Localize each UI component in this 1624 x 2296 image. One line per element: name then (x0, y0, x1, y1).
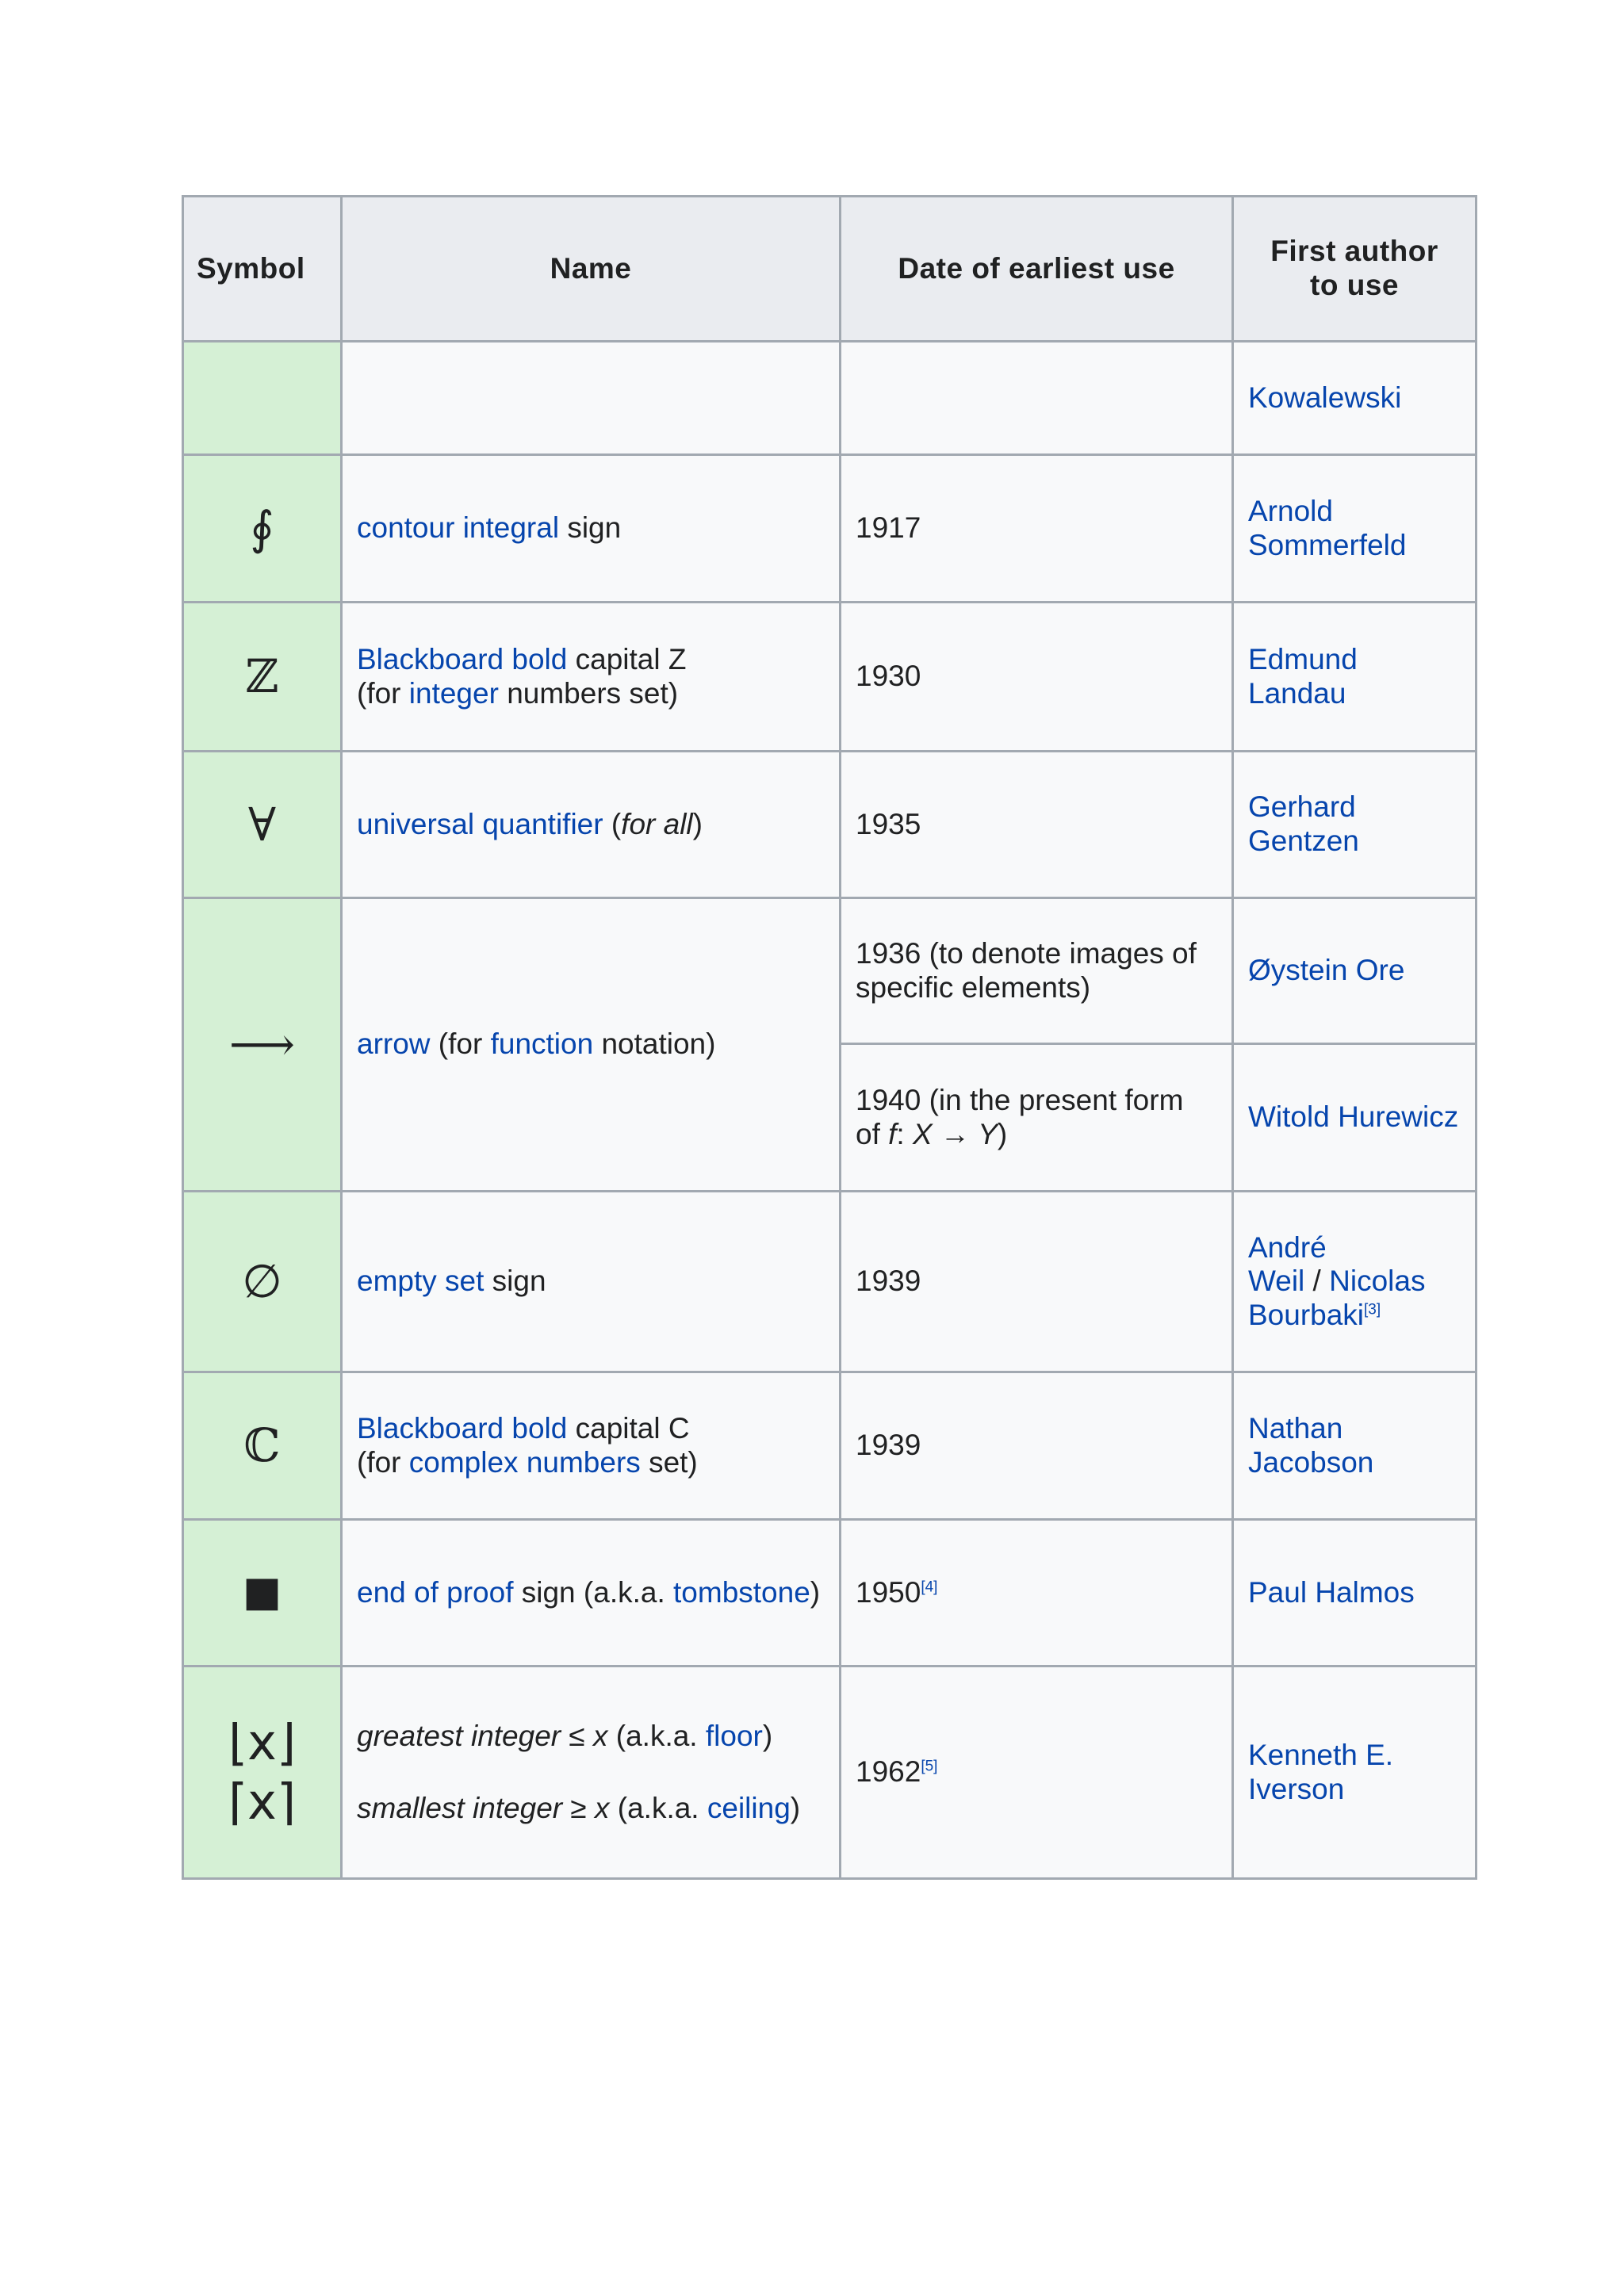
name-cell (342, 1667, 841, 1879)
author-link-gentzen[interactable]: Gerhard Gentzen (1248, 790, 1359, 857)
author-cell (1233, 603, 1477, 752)
arrow-link[interactable]: arrow (357, 1027, 431, 1061)
ceiling-symbol: ⌈x⌉ (228, 1772, 297, 1831)
name-cell: Blackboard bold capital C (for complex numbers set) (342, 1372, 841, 1520)
author-link-hurewicz[interactable]: Witold Hurewicz (1248, 1100, 1459, 1134)
author-link-ore[interactable]: Øystein Ore (1248, 954, 1405, 987)
name-cell: empty set sign (342, 1192, 841, 1372)
table-row (183, 752, 1477, 898)
name-cell: arrow (for function notation) (342, 898, 841, 1192)
floor-ceiling-symbol-cell (183, 1667, 342, 1879)
blackboard-bold-link[interactable]: Blackboard bold (357, 1411, 568, 1445)
header-author[interactable] (1233, 197, 1477, 342)
empty-set-symbol: ∅ (183, 1192, 342, 1372)
table-row (183, 342, 1477, 455)
author-cell (1233, 1044, 1477, 1192)
function-link[interactable]: function (490, 1027, 594, 1061)
name-cell (342, 342, 841, 455)
name-cell (342, 455, 841, 603)
author-link-iverson[interactable]: Kenneth E. Iverson (1248, 1738, 1394, 1805)
table-row (183, 898, 1477, 1044)
name-cell: universal quantifier (for all) (342, 752, 841, 898)
date-cell: 1936 (to denote images of specific elements) (841, 898, 1233, 1044)
name-text: sign (559, 511, 622, 545)
header-name[interactable]: Name (342, 197, 841, 342)
table-row (183, 1192, 1477, 1372)
document-page (182, 195, 1475, 1880)
symbol-cell (183, 342, 342, 455)
contour-integral-link[interactable]: contour integral (357, 511, 560, 545)
ceiling-description: smallest integer ≥ x (a.k.a. ceiling) (357, 1791, 801, 1824)
reference-5[interactable]: [5] (921, 1758, 938, 1775)
date-cell: 1939 (841, 1192, 1233, 1372)
author-cell (1233, 342, 1477, 455)
math-symbols-table (182, 195, 1477, 1880)
universal-quantifier-link[interactable]: universal quantifier (357, 807, 603, 840)
date-cell: 1935 (841, 752, 1233, 898)
table-row (183, 603, 1477, 752)
forall-symbol: ∀ (183, 752, 342, 898)
date-cell (841, 342, 1233, 455)
date-cell: 1940 (in the present form of f: X → Y) (841, 1044, 1233, 1192)
author-cell (1233, 1372, 1477, 1520)
author-link-kowalewski[interactable]: Kowalewski (1248, 381, 1402, 414)
author-cell (1233, 752, 1477, 898)
ceiling-link[interactable]: ceiling (707, 1791, 791, 1824)
floor-symbol: ⌊x⌋ (228, 1713, 297, 1772)
header-author-line1: First author (1270, 235, 1438, 268)
empty-set-link[interactable]: empty set (357, 1265, 485, 1298)
blackboard-c-symbol: ℂ (183, 1372, 342, 1520)
author-link-halmos[interactable]: Paul Halmos (1248, 1575, 1415, 1609)
tombstone-link[interactable]: tombstone (673, 1575, 810, 1609)
table-row (183, 1520, 1477, 1667)
header-row (183, 197, 1477, 342)
name-cell: end of proof sign (a.k.a. tombstone) (342, 1520, 841, 1667)
date-cell: 1939 (841, 1372, 1233, 1520)
date-cell: 1962[5] (841, 1667, 1233, 1879)
complex-numbers-link[interactable]: complex numbers (408, 1445, 641, 1479)
arrow-symbol: ⟶ (183, 898, 342, 1192)
table-row (183, 1667, 1477, 1879)
author-link-jacobson[interactable]: Nathan Jacobson (1248, 1411, 1374, 1479)
date-cell: 1917 (841, 455, 1233, 603)
blackboard-z-symbol: ℤ (183, 603, 342, 752)
contour-integral-symbol: ∮ (183, 455, 342, 603)
author-cell: André Weil / Nicolas Bourbaki[3] (1233, 1192, 1477, 1372)
author-link-sommerfeld[interactable]: Arnold Sommerfeld (1248, 494, 1407, 561)
reference-3[interactable]: [3] (1364, 1301, 1381, 1318)
author-cell (1233, 898, 1477, 1044)
tombstone-symbol: ■ (183, 1520, 342, 1667)
floor-link[interactable]: floor (705, 1719, 763, 1752)
author-link-bourbaki[interactable]: Nicolas Bourbaki (1248, 1265, 1426, 1331)
header-author-line2: to use (1310, 269, 1399, 301)
table-row (183, 1372, 1477, 1520)
floor-description: greatest integer ≤ x (a.k.a. floor) (357, 1719, 773, 1752)
author-cell (1233, 455, 1477, 603)
date-cell: 1950[4] (841, 1520, 1233, 1667)
header-date[interactable]: Date of earliest use (841, 197, 1233, 342)
end-of-proof-link[interactable]: end of proof (357, 1575, 514, 1609)
reference-4[interactable]: [4] (921, 1578, 938, 1596)
table-row (183, 455, 1477, 603)
name-cell: Blackboard bold capital Z (for integer numbers set) (342, 603, 841, 752)
blackboard-bold-link[interactable]: Blackboard bold (357, 642, 568, 675)
integer-link[interactable]: integer (408, 676, 499, 710)
author-cell (1233, 1520, 1477, 1667)
header-symbol[interactable]: Symbol (183, 197, 342, 342)
date-cell: 1930 (841, 603, 1233, 752)
author-link-landau[interactable]: Edmund Landau (1248, 642, 1358, 710)
author-link-weil[interactable]: André Weil (1248, 1230, 1327, 1298)
author-cell (1233, 1667, 1477, 1879)
